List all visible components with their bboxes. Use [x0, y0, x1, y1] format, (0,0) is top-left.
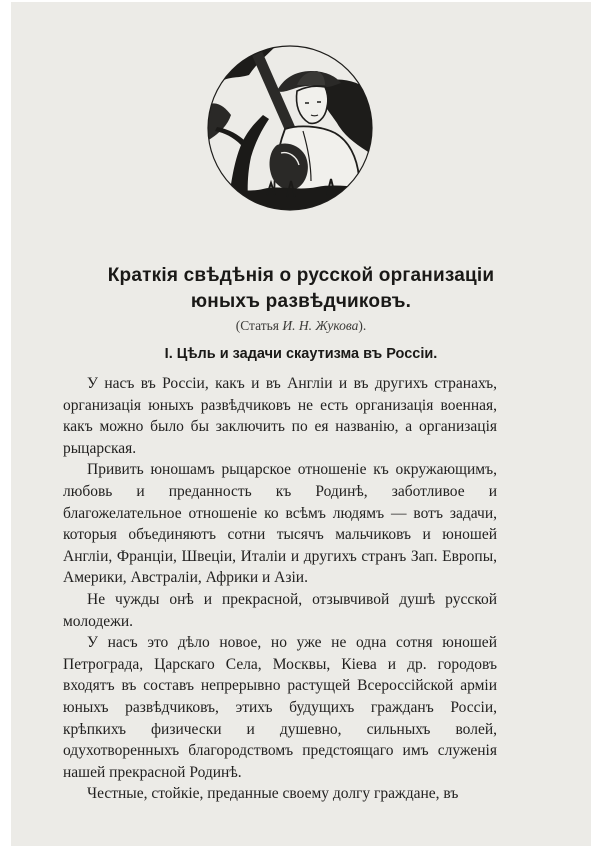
body-paragraph-1: У насъ въ Россіи, какъ и въ Англіи и въ другихъ странахъ, организація юныхъ развѣдчиковъ не есть организація военная, какъ можно было бы заключить по ея названію, а организація рыцарская. [63, 375, 497, 457]
article-body [63, 373, 497, 805]
article-byline [11, 318, 591, 334]
body-paragraph-2: Привить юношамъ рыцарское отношеніе къ окружающимъ, любовь и преданность къ Родинѣ, заботливое и благожелательное отношеніе ко всѣмъ людямъ — вотъ задачи, которыя объединяютъ сотни тысячъ мальчиковъ и юношей Англіи, Франціи, Швеціи, Италіи и другихъ странъ Зап. Европы, Америки, Австраліи, Африки и Азіи. [63, 461, 497, 587]
byline-prefix: (Статья [235, 318, 283, 333]
byline-suffix: ). [358, 318, 367, 333]
book-page [11, 2, 591, 846]
section-heading: I. Цѣль и задачи скаутизма въ Россіи. [164, 346, 438, 362]
body-paragraph-3: Не чужды онѣ и прекрасной, отзывчивой душѣ русской молодежи. [63, 590, 497, 630]
scout-boy-vignette-illustration [207, 45, 373, 211]
byline-author: И. Н. Жукова [282, 318, 359, 333]
article-title-line-2: юныхъ развѣдчиковъ. [190, 291, 412, 312]
article-title-line-1: Краткія свѣдѣнія о русской организаціи [107, 265, 495, 286]
body-paragraph-4: У насъ это дѣло новое, но уже не одна сотня юношей Петрограда, Царскаго Села, Москвы, Кіева и др. городовъ входятъ въ составъ непрерывно растущей Всероссійской арміи юныхъ развѣдчиковъ, этихъ будущихъ гражданъ Россіи, крѣпкихъ физически и душевно, сильныхъ волей, одухотворенныхъ благородствомъ предстоящаго имъ служенія нашей прекрасной Родинѣ. [63, 634, 497, 781]
body-paragraph-5: Честные, стойкіе, преданные своему долгу граждане, въ [87, 785, 459, 803]
